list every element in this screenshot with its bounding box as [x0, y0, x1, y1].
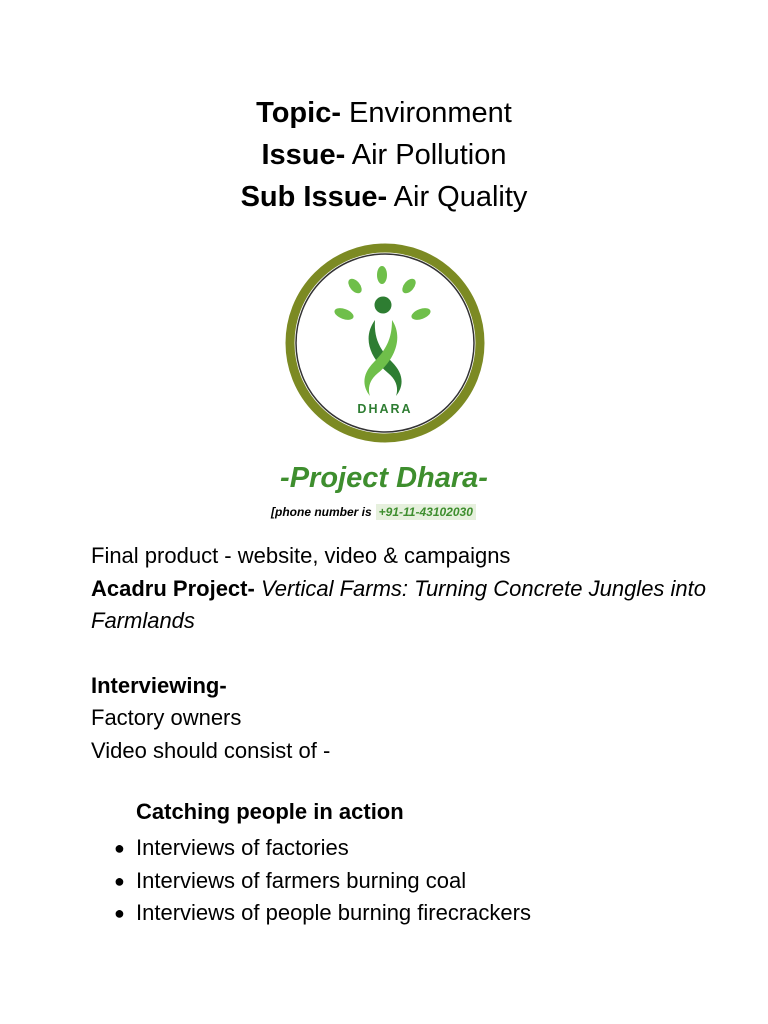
dhara-logo-graphic	[270, 228, 500, 458]
final-product-text: Final product - website, video & campaigns	[91, 543, 511, 568]
list-item-text: Interviews of farmers burning coal	[136, 867, 467, 893]
interviewing-label	[91, 670, 711, 703]
topic-value: Environment	[340, 97, 512, 129]
list-item	[112, 832, 531, 865]
sub-issue-value: Air Quality	[387, 181, 528, 213]
document-header	[0, 92, 768, 218]
topic-line	[0, 92, 768, 134]
list-item	[112, 897, 531, 930]
project-title: -Project Dhara-	[280, 462, 488, 494]
factory-owners-text: Factory owners	[91, 705, 242, 730]
list-item	[112, 865, 531, 898]
list-item-text: Interviews of factories	[136, 835, 349, 860]
sub-issue-line	[0, 176, 768, 218]
issue-value: Air Pollution	[345, 139, 507, 171]
issue-line	[0, 134, 768, 176]
list-item-text: Interviews of people burning firecrackers	[136, 900, 531, 925]
figure-head-icon	[375, 297, 392, 314]
logo-text: DHARA	[357, 402, 413, 416]
phone-line	[271, 505, 476, 519]
bullet-icon: ●	[114, 903, 125, 923]
section-heading: Catching people in action	[136, 799, 404, 824]
topic-label: Topic-	[256, 97, 341, 129]
video-consist-text: Video should consist of -	[91, 737, 331, 763]
body-content	[91, 540, 711, 767]
bullet-icon: ●	[114, 838, 125, 858]
leaf-icon	[377, 266, 387, 284]
acadru-label: Acadru Project-	[91, 575, 255, 601]
phone-prefix: [phone number is	[271, 505, 372, 519]
acadru-value: Vertical Farms: Turning Concrete Jungles into Farmlands	[91, 575, 707, 633]
spacer	[91, 638, 711, 670]
acadru-line	[91, 573, 711, 638]
issue-label: Issue-	[261, 139, 346, 171]
bullet-icon: ●	[114, 870, 125, 891]
phone-number: +91-11-43102030	[376, 504, 476, 520]
sub-issue-label: Sub Issue-	[240, 181, 388, 213]
bullet-list	[112, 832, 531, 930]
interviewing-label-text: Interviewing-	[91, 672, 227, 698]
dhara-logo	[270, 228, 500, 458]
